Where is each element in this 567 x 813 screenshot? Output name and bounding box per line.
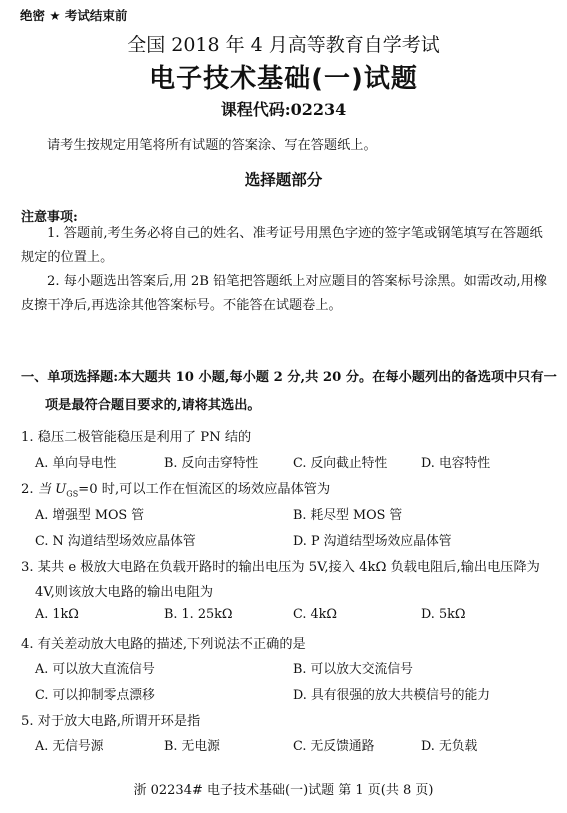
- question-3: [21, 556, 540, 575]
- subject-title: 电子技术基础(一)试题: [149, 64, 418, 94]
- question-text: 对于放大电路,所谓开环是指: [37, 714, 201, 729]
- option-b: B. 无电源: [164, 739, 220, 754]
- question-1: [21, 426, 251, 445]
- option-d: D. 电容特性: [421, 456, 491, 471]
- question-3-continued: 4V,则该放大电路的输出电阻为: [35, 585, 214, 600]
- option-c: C. 无反馈通路: [293, 739, 375, 754]
- option-b: B. 反向击穿特性: [164, 456, 259, 471]
- answer-instruction: 请考生按规定用笔将所有试题的答案涂、写在答题纸上。: [47, 138, 377, 153]
- question-5: [21, 710, 200, 729]
- option-a: A. 无信号源: [35, 739, 104, 754]
- option-b: B. 1. 25kΩ: [164, 607, 233, 622]
- option-a: A. 1kΩ: [35, 607, 79, 622]
- option-c: C. 反向截止特性: [293, 456, 388, 471]
- question-text: 有关差动放大电路的描述,下列说法不正确的是: [37, 637, 306, 652]
- question-text: 某共 e 极放大电路在负载开路时的输出电压为 5V,接入 4kΩ 负载电阻后,输出电压降为: [37, 560, 540, 575]
- question-text-subscript: GS: [66, 489, 79, 499]
- question-2: [21, 478, 330, 499]
- option-d: D. P 沟道结型场效应晶体管: [293, 534, 452, 549]
- question-number: 5.: [21, 714, 34, 729]
- notes-title: 注意事项:: [21, 210, 78, 225]
- part-title-line2: 项是最符合题目要求的,请将其选出。: [45, 398, 261, 413]
- question-text-suffix: =0 时,可以工作在恒流区的场效应晶体管为: [78, 482, 331, 497]
- option-a: A. 可以放大直流信号: [35, 662, 155, 677]
- note-item: 1. 答题前,考生务必将自己的姓名、准考证号用黑色字迹的签字笔或钢笔填写在答题纸规定的位置上。: [21, 226, 543, 265]
- question-text: 稳压二极管能稳压是利用了 PN 结的: [37, 430, 252, 445]
- confidential-label: 绝密 ★ 考试结束前: [20, 8, 128, 23]
- question-number: 3.: [21, 560, 34, 575]
- option-c: C. N 沟道结型场效应晶体管: [35, 534, 196, 549]
- option-a: A. 增强型 MOS 管: [35, 508, 145, 523]
- option-b: B. 可以放大交流信号: [293, 662, 413, 677]
- part-title-line1: 一、单项选择题:本大题共 10 小题,每小题 2 分,共 20 分。在每小题列出的备选项中只有一: [21, 370, 557, 385]
- exam-title: 全国 2018 年 4 月高等教育自学考试: [127, 34, 440, 56]
- question-number: 2.: [21, 482, 34, 497]
- question-number: 1.: [21, 430, 34, 445]
- option-d: D. 无负载: [421, 739, 478, 754]
- option-d: D. 5kΩ: [421, 607, 466, 622]
- option-c: C. 可以抑制零点漂移: [35, 688, 155, 703]
- question-text-prefix: 当 U: [37, 482, 67, 497]
- page-footer: 浙 02234# 电子技术基础(一)试题 第 1 页(共 8 页): [133, 783, 434, 798]
- option-b: B. 耗尽型 MOS 管: [293, 508, 403, 523]
- option-d: D. 具有很强的放大共模信号的能力: [293, 688, 491, 703]
- option-a: A. 单向导电性: [35, 456, 117, 471]
- question-4: [21, 633, 306, 652]
- option-c: C. 4kΩ: [293, 607, 337, 622]
- section-heading: 选择题部分: [244, 170, 323, 189]
- note-item: 2. 每小题选出答案后,用 2B 铅笔把答题纸上对应题目的答案标号涂黑。如需改动,用橡皮擦干净后,再选涂其他答案标号。不能答在试题卷上。: [21, 274, 547, 313]
- question-number: 4.: [21, 637, 34, 652]
- course-code: 课程代码:02234: [220, 100, 347, 119]
